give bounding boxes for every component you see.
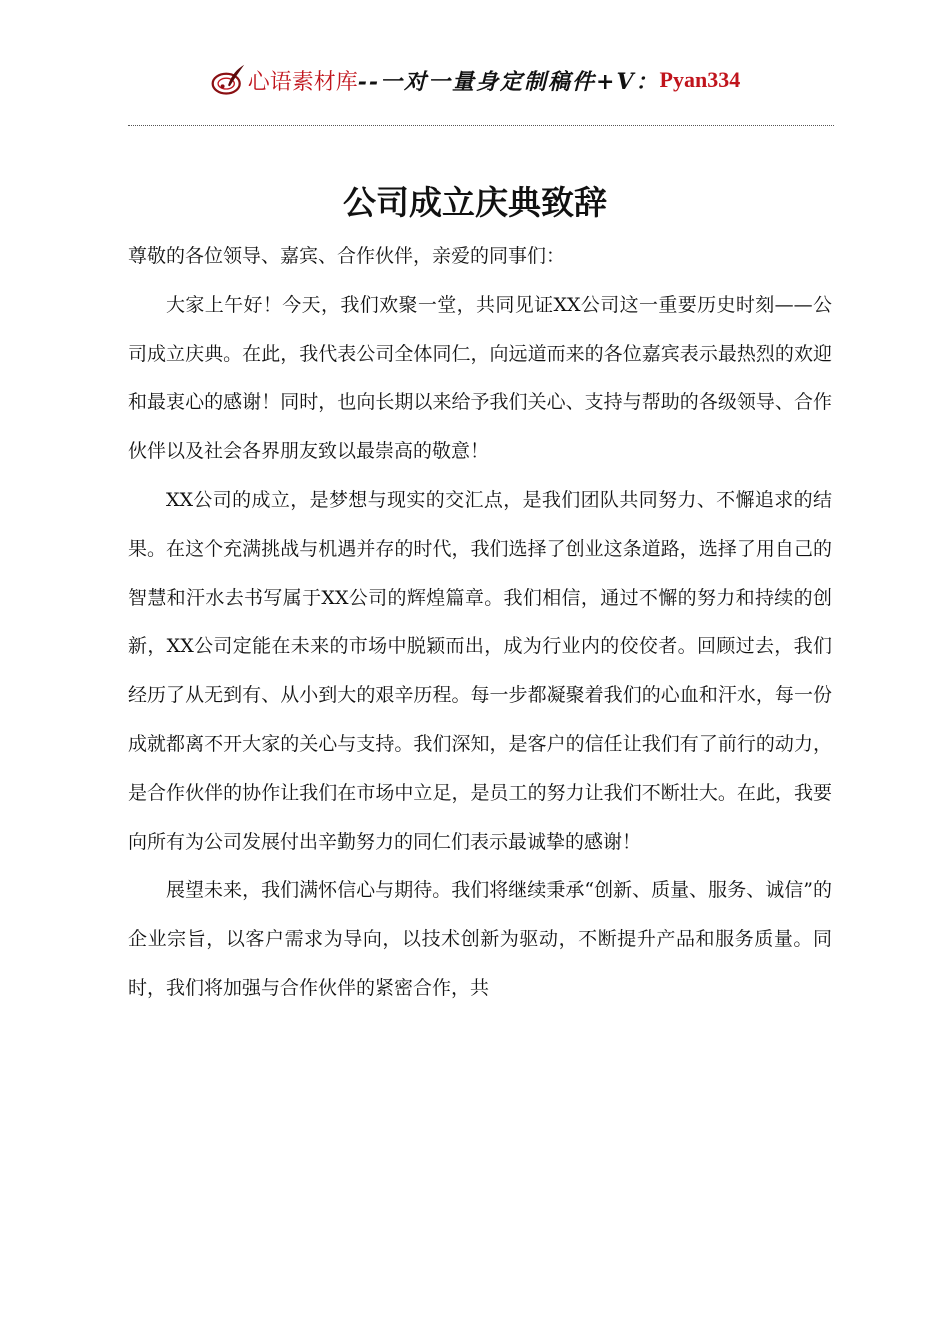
document-body [128,232,832,1013]
header-divider [128,125,834,126]
document-title: 公司成立庆典致辞 [343,183,607,222]
paragraph-1: 大家上午好！今天，我们欢聚一堂，共同见证XX公司这一重要历史时刻——公司成立庆典。在此，我代表公司全体同仁，向远道而来的各位嘉宾表示最热烈的欢迎和最衷心的感谢！同时，也向长期以来给予我们关心、支持与帮助的各级领导、合作伙伴以及社会各界朋友致以最崇高的敬意！ [128,293,832,463]
header-contact-id: Pyan334 [659,67,741,92]
quill-logo-icon [210,62,246,98]
paragraph-3: 展望未来，我们满怀信心与期待。我们将继续秉承“创新、质量、服务、诚信”的企业宗旨，以客户需求为导向，以技术创新为驱动，不断提升产品和服务质量。同时，我们将加强与合作伙伴的紧密合作，共 [128,879,832,999]
header-tagline: --一对一量身定制稿件+V： [357,68,660,95]
page-header [0,60,950,100]
salutation: 尊敬的各位领导、嘉宾、合作伙伴，亲爱的同事们： [128,245,566,267]
paragraph-2: XX公司的成立，是梦想与现实的交汇点，是我们团队共同努力、不懈追求的结果。在这个充满挑战与机遇并存的时代，我们选择了创业这条道路，选择了用自己的智慧和汗水去书写属于XX公司的辉煌篇章。我们相信，通过不懈的努力和持续的创新，XX公司定能在未来的市场中脱颖而出，成为行业内的佼佼者。回顾过去，我们经历了从无到有、从小到大的艰辛历程。每一步都凝聚着我们的心血和汗水，每一份成就都离不开大家的关心与支持。我们深知，是客户的信任让我们有了前行的动力，是合作伙伴的协作让我们在市场中立足，是员工的努力让我们不断壮大。在此，我要向所有为公司发展付出辛勤努力的同仁们表示最诚挚的感谢！ [128,488,832,853]
header-banner [210,62,740,98]
header-brand: 心语素材库 [247,69,358,95]
